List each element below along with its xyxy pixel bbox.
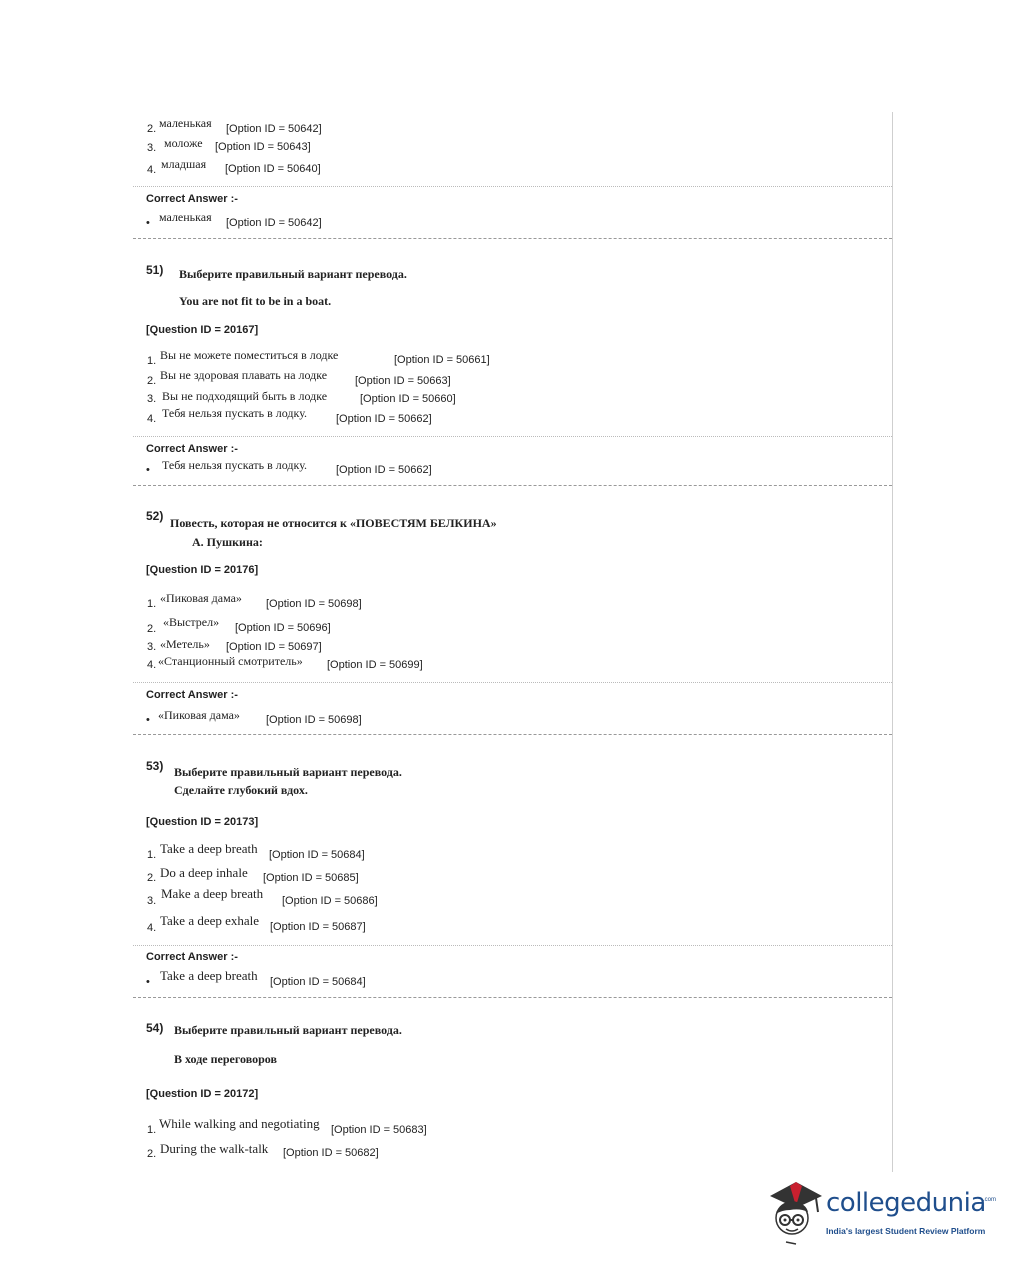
divider <box>133 186 892 187</box>
question-divider <box>133 734 892 735</box>
option-id: [Option ID = 50683] <box>331 1124 427 1136</box>
option-text: Вы не здоровая плавать на лодке <box>160 368 328 382</box>
question-number: 52) <box>146 509 164 523</box>
bullet: • <box>146 464 150 476</box>
option-number: 2. <box>147 872 157 884</box>
bullet: • <box>146 217 150 229</box>
option-number: 3. <box>147 641 157 653</box>
correct-answer-id: [Option ID = 50662] <box>336 464 432 476</box>
option-text: младшая <box>161 157 207 171</box>
question-number: 51) <box>146 263 164 277</box>
question-prompt: Выберите правильный вариант перевода. <box>179 267 407 281</box>
correct-answer-label: Correct Answer :- <box>146 193 238 205</box>
option-id: [Option ID = 50642] <box>226 123 322 135</box>
option-text: While walking and negotiating <box>159 1116 320 1131</box>
option-text: моложе <box>164 136 203 150</box>
correct-answer-text: маленькая <box>159 210 212 224</box>
option-number: 3. <box>147 142 157 154</box>
option-text: «Выстрел» <box>163 615 220 629</box>
question-divider <box>133 485 892 486</box>
option-number: 1. <box>147 1124 157 1136</box>
option-number: 2. <box>147 123 157 135</box>
option-number: 2. <box>147 623 157 635</box>
option-text: Тебя нельзя пускать в лодку. <box>162 406 307 420</box>
question-divider <box>133 997 892 998</box>
option-number: 1. <box>147 598 157 610</box>
question-sentence: You are not fit to be in a boat. <box>179 294 332 308</box>
option-id: [Option ID = 50640] <box>225 163 321 175</box>
question-prompt: Повесть, которая не относится к «ПОВЕСТЯМ БЕЛКИНА» <box>170 516 497 530</box>
option-text: маленькая <box>159 116 212 130</box>
option-id: [Option ID = 50661] <box>394 354 490 366</box>
question-id: [Question ID = 20167] <box>146 324 259 336</box>
correct-answer-id: [Option ID = 50642] <box>226 217 322 229</box>
option-number: 1. <box>147 849 157 861</box>
logo-tagline: India's largest Student Review Platform <box>826 1226 986 1236</box>
option-id: [Option ID = 50686] <box>282 895 378 907</box>
option-number: 4. <box>147 164 157 176</box>
option-id: [Option ID = 50699] <box>327 659 423 671</box>
logo-suffix: .com <box>983 1197 997 1203</box>
question-prompt: Выберите правильный вариант перевода. <box>174 765 402 779</box>
option-id: [Option ID = 50662] <box>336 413 432 425</box>
option-id: [Option ID = 50698] <box>266 598 362 610</box>
option-number: 4. <box>147 922 157 934</box>
question-sub: А. Пушкина: <box>192 535 263 549</box>
option-id: [Option ID = 50682] <box>283 1147 379 1159</box>
divider <box>133 945 892 946</box>
question-id: [Question ID = 20173] <box>146 816 259 828</box>
correct-answer-id: [Option ID = 50698] <box>266 714 362 726</box>
option-id: [Option ID = 50643] <box>215 141 311 153</box>
option-text: «Станционный смотритель» <box>158 654 303 668</box>
option-number: 4. <box>147 659 157 671</box>
option-number: 4. <box>147 413 157 425</box>
option-text: Вы не подходящий быть в лодке <box>162 389 328 403</box>
option-number: 3. <box>147 895 157 907</box>
option-id: [Option ID = 50684] <box>269 849 365 861</box>
option-number: 1. <box>147 355 157 367</box>
question-sentence: Сделайте глубокий вдох. <box>174 783 308 797</box>
option-id: [Option ID = 50663] <box>355 375 451 387</box>
question-divider <box>133 238 892 239</box>
option-text: «Пиковая дама» <box>160 591 242 605</box>
bullet: • <box>146 976 150 988</box>
logo-wordmark: collegedunia <box>826 1188 986 1218</box>
option-id: [Option ID = 50685] <box>263 872 359 884</box>
divider <box>133 436 892 437</box>
divider <box>133 682 892 683</box>
option-text: Take a deep exhale <box>160 913 260 928</box>
option-text: During the walk-talk <box>160 1141 269 1156</box>
graduate-mascot-icon <box>766 1178 824 1248</box>
question-id: [Question ID = 20176] <box>146 564 259 576</box>
option-text: Take a deep breath <box>160 841 258 856</box>
correct-answer-text: Take a deep breath <box>160 968 258 983</box>
correct-answer-label: Correct Answer :- <box>146 443 238 455</box>
option-text: Make a deep breath <box>161 886 264 901</box>
correct-answer-label: Correct Answer :- <box>146 689 238 701</box>
question-number: 53) <box>146 759 164 773</box>
question-id: [Question ID = 20172] <box>146 1088 259 1100</box>
option-number: 3. <box>147 393 157 405</box>
bullet: • <box>146 714 150 726</box>
option-id: [Option ID = 50660] <box>360 393 456 405</box>
option-number: 2. <box>147 1148 157 1160</box>
option-text: «Метель» <box>160 637 210 651</box>
option-number: 2. <box>147 375 157 387</box>
option-text: Вы не можете поместиться в лодке <box>160 348 339 362</box>
option-id: [Option ID = 50697] <box>226 641 322 653</box>
option-id: [Option ID = 50687] <box>270 921 366 933</box>
question-prompt: Выберите правильный вариант перевода. <box>174 1023 402 1037</box>
question-sentence: В ходе переговоров <box>174 1052 277 1066</box>
correct-answer-text: «Пиковая дама» <box>158 708 240 722</box>
option-id: [Option ID = 50696] <box>235 622 331 634</box>
correct-answer-text: Тебя нельзя пускать в лодку. <box>162 458 307 472</box>
question-number: 54) <box>146 1021 164 1035</box>
correct-answer-id: [Option ID = 50684] <box>270 976 366 988</box>
collegedunia-logo[interactable] <box>766 1178 996 1248</box>
correct-answer-label: Correct Answer :- <box>146 951 238 963</box>
option-text: Do a deep inhale <box>160 865 248 880</box>
